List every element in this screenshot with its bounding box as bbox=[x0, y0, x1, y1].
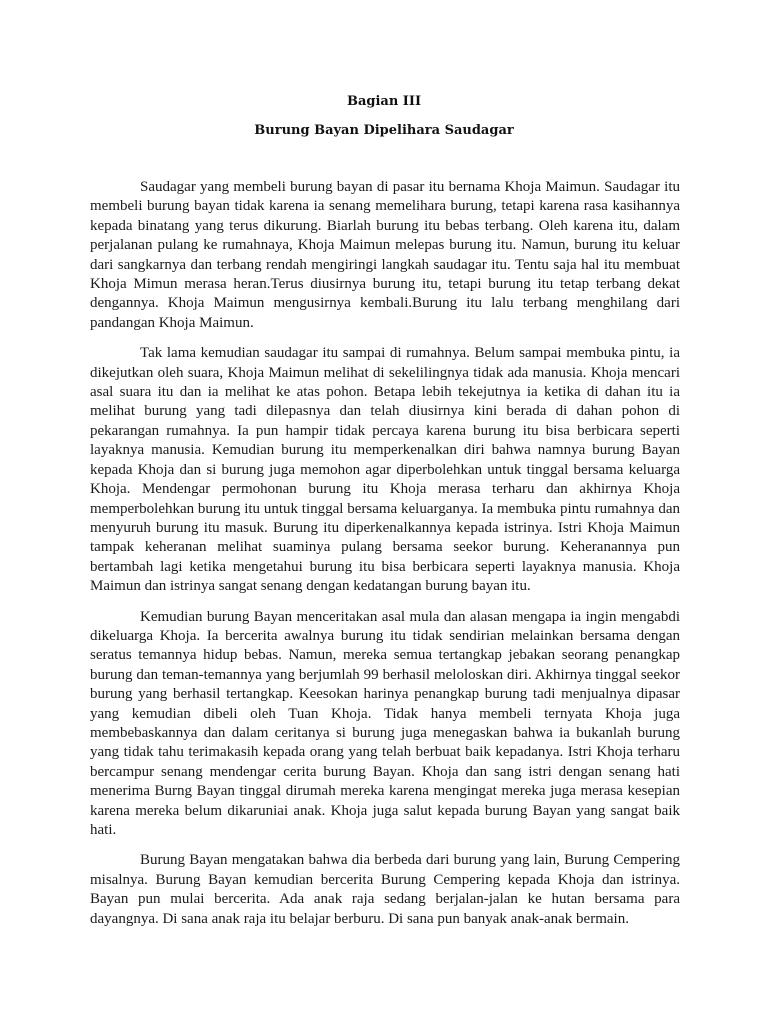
paragraph-4: Burung Bayan mengatakan bahwa dia berbeda dari burung yang lain, Burung Cempering misalnya. Burung Bayan kemudian bercerita Burung Cempering kepada Khoja dan istrinya. Bayan pun mulai bercerita. Ada anak raja sedang berjalan-jalan ke hutan bersama para dayangnya. Di sana anak raja itu belajar berburu. Di sana pun banyak anak-anak bermain. bbox=[90, 852, 680, 927]
body-text bbox=[90, 178, 680, 940]
paragraph-3: Kemudian burung Bayan menceritakan asal mula dan alasan mengapa ia ingin mengabdi dikeluarga Khoja. Ia bercerita awalnya burung itu tidak sendirian melainkan bersama dengan seratus temannya hidup bebas. Namun, mereka semua tertangkap jebakan seorang penangkap burung dan teman-temannya yang berjumlah 99 berhasil meloloskan diri. Akhirnya tinggal seekor burung yang berhasil tertangkap. Keesokan harinya penangkap burung tadi menjualnya dipasar yang kemudian dibeli oleh Tuan Khoja. Tidak hanya membeli ternyata Khoja juga membebaskannya dan dalam ceritanya si burung juga menegaskan bahwa ia bukanlah burung yang tidak tahu terimakasih kepada orang yang telah berbuat baik kepadanya. Istri Khoja terharu bercampur senang mendengar cerita burung Bayan. Khoja dan sang istri dengan senang hati menerima Burng Bayan tinggal dirumah mereka karena mengingat mereka juga merasa kesepian karena mereka belum dikaruniai anak. Khoja juga salut kepada burung Bayan yang sangat baik hati. bbox=[90, 608, 680, 838]
part-label: Bagian III bbox=[346, 94, 422, 109]
paragraph-1: Saudagar yang membeli burung bayan di pasar itu bernama Khoja Maimun. Saudagar itu membeli burung bayan tidak karena ia senang memelihara burung, tetapi karena rasa kasihannya kepada binatang yang terus dikurung. Biarlah burung itu bebas terbang. Oleh karena itu, dalam perjalanan pulang ke rumahnaya, Khoja Maimun melepas burung itu. Namun, burung itu keluar dari sangkarnya dan terbang rendah mengiringi langkah saudagar itu. Tentu saja hal itu membuat Khoja Mimun merasa heran.Terus diusirnya burung itu, tetapi burung itu tetap terbang dekat dengannya. Khoja Maimun mengusirnya kembali.Burung itu lalu terbang menghilang dari pandangan Khoja Maimun. bbox=[90, 179, 680, 331]
paragraph-2: Tak lama kemudian saudagar itu sampai di rumahnya. Belum sampai membuka pintu, ia dikejutkan oleh suara, Khoja Maimun melihat di sekelilingnya tidak ada manusia. Khoja mencari asal suara itu dan ia melihat ke atas pohon. Betapa lebih tekejutnya ia ketika di dahan itu ia melihat burung yang tadi dilepasnya dan telah diusirnya kini berada di dahan pohon di pekarangan rumahnya. Ia pun hampir tidak percaya karena burung itu bisa berbicara seperti layaknya manusia. Kemudian burung itu memperkenalkan diri bahwa namnya burung Bayan kepada Khoja dan si burung juga memohon agar diperbolehkan untuk tinggal bersama keluarga Khoja. Mendengar permohonan burung itu Khoja merasa terharu dan akhirnya Khoja memperbolehkan burung itu untuk tinggal bersama keluarganya. Ia membuka pintu rumahnya dan menyuruh burung itu masuk. Burung itu diperkenalkannya kepada istrinya. Istri Khoja Maimun tampak keheranan melihat suaminya pulang bersama seekor burung. Keheranannya pun bertambah lagi ketika mengetahui burung itu bisa berbicara seperti layaknya manusia. Khoja Maimun dan istrinya sangat senang dengan kedatangan burung bayan itu. bbox=[90, 345, 680, 595]
chapter-title: Burung Bayan Dipelihara Saudagar bbox=[254, 123, 514, 138]
